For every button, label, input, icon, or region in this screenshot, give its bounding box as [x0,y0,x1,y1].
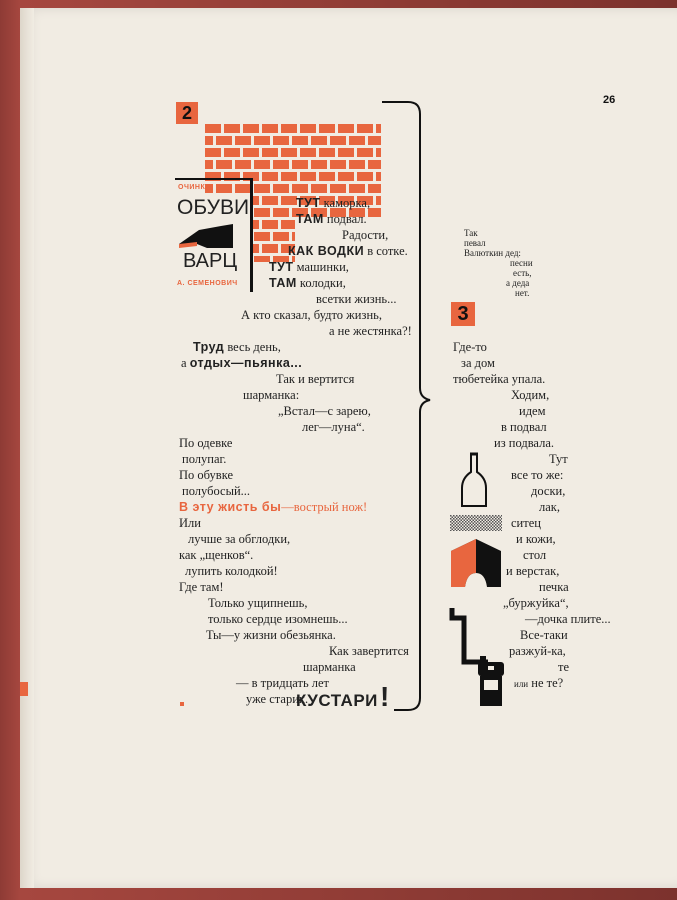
kustari-bang: ! [380,681,390,712]
page-gutter [20,8,34,888]
line-l11: уже старик. [246,692,309,706]
brick [281,148,297,157]
sharmanka-2: шарманка: [243,388,300,402]
sharmanka-1: Так и вертится [276,372,355,386]
otdykh-line [181,356,302,371]
sign-line-3: ВАРЦ [183,250,238,272]
sharmanka-4: лег—луна“. [302,420,365,434]
margin-mark [20,682,28,696]
odevka-3: По обувке [179,468,233,482]
brick [338,172,354,181]
brick [281,196,297,205]
note-4: песни [510,258,533,268]
brick [357,124,373,133]
sign-line-2: ОБУВИ [177,196,250,219]
poem-bold: ТАМ [269,276,297,290]
s3-line-8: Тут [549,452,568,466]
s3-last-text: не те? [531,676,564,690]
crosshatch-swatch-icon [450,515,502,531]
s3-line-7: из подвала. [494,436,554,450]
brick [338,124,354,133]
note-2: певал [464,238,486,248]
brick [281,172,297,181]
brick [235,160,251,169]
poem-bold: КАК ВОДКИ [288,244,365,258]
brick [262,148,278,157]
brick [357,148,373,157]
s3-line-2: за дом [461,356,495,370]
poem-text: машинки, [293,260,349,274]
brick [311,184,327,193]
brick [262,172,278,181]
page-number: 26 [603,94,616,106]
brick [262,196,278,205]
brick [300,172,316,181]
poem-line-3: Радости, [342,228,389,242]
poem-line-8: А кто сказал, будто жизнь, [241,308,382,322]
brick [281,124,297,133]
brick [330,136,346,145]
brick [338,148,354,157]
brick [254,208,270,217]
s3-line-20: разжуй-ка, [509,644,566,658]
red-text: —вострый нож! [281,500,368,514]
s3-line-4: Ходим, [511,388,550,402]
poem-bold: ТАМ [296,212,324,226]
section-3-number: 3 [451,302,475,326]
s3-line-15: и верстак, [506,564,560,578]
otdykh-prefix: а [181,356,190,370]
brick [349,184,365,193]
brick [273,160,289,169]
ili-line: Или [179,516,201,530]
brick [273,136,289,145]
line-l5: Только ущипнешь, [208,596,308,610]
curly-brace [380,98,450,713]
brick [319,148,335,157]
poem-line-1 [296,196,370,211]
red-line [179,500,367,515]
brick [205,148,221,157]
sign-line-4: А. СЕМЕНОВИЧ [177,280,238,287]
brick [235,136,251,145]
line-l3: лупить колодкой! [185,564,278,578]
poem-text: каморка, [320,196,371,210]
poem-line-2 [296,212,367,227]
trud-line [193,340,281,355]
s3-line-13: и кожи, [516,532,556,546]
brick [292,184,308,193]
brick [319,124,335,133]
odevka-1: По одевке [179,436,233,450]
poem-line-5 [269,260,349,275]
poem-bold: ТУТ [296,196,321,210]
bottle-icon [460,452,488,508]
brick [300,148,316,157]
brick [349,136,365,145]
poem-text: в сотке. [364,244,408,258]
s3-line-18: —дочка плите... [525,612,611,626]
brick [253,196,259,205]
s3-line-21: те [558,660,570,674]
brick [262,124,278,133]
red-bold: В эту жисть бы [179,500,282,514]
brick [224,124,240,133]
line-l1: лучше за обглодки, [188,532,291,546]
poem-bold: ТУТ [269,260,294,274]
brick [254,232,270,241]
s3-last-line [514,676,563,691]
s3-line-10: доски, [531,484,566,498]
s3-line-19: Все-таки [520,628,568,642]
brick [273,184,289,193]
brick [224,148,240,157]
brick [292,160,308,169]
line-l9: шарманка [303,660,356,674]
brick [330,160,346,169]
dot-mark [180,702,184,706]
sharmanka-3: „Встал—с зарею, [278,404,371,418]
brick [253,220,259,229]
brick [254,256,270,262]
s3-line-17: „буржуйка“, [503,596,569,610]
brick [243,148,259,157]
trud-bold: Труд [193,340,225,354]
leather-hide-icon [449,537,503,589]
brick [205,136,213,145]
shoe-repair-sign [175,178,253,292]
brick [292,136,308,145]
brick [254,136,270,145]
poem-line-9: а не жестянка?! [329,324,412,338]
line-l8: Как завертится [329,644,409,658]
brick [292,232,295,241]
odevka-2: полупаг. [182,452,227,466]
brick [205,124,221,133]
brick [216,160,232,169]
brick [273,208,289,217]
brick [262,220,278,229]
note-5: есть, [513,268,532,278]
note-7: нет. [515,288,530,298]
s3-line-12: ситец [511,516,541,530]
trud-text: весь день, [224,340,281,354]
brick [205,160,213,169]
line-l2: как „щенков“. [179,548,254,562]
kustari-heading: КУСТАРИ [296,691,378,710]
line-l6: только сердце изомнешь... [208,612,348,626]
brick [216,136,232,145]
sign-line-1: ОЧИНКА [178,184,211,191]
brick [254,184,270,193]
brick [254,160,270,169]
poem-line-6 [269,276,346,291]
brick [281,220,295,229]
otdykh-bold: отдых—пьянка... [189,356,303,370]
note-3: Валюткин дед: [464,248,521,258]
brick [311,136,327,145]
s3-line-11: лак, [539,500,560,514]
s3-line-14: стол [523,548,547,562]
brick [311,160,327,169]
odevka-4: полубосый... [182,484,251,498]
section-2-number: 2 [176,102,198,124]
s3-line-9: все то же: [511,468,564,482]
brick [273,232,289,241]
brick [357,172,373,181]
shoe-icon [177,222,235,250]
brick [253,244,259,253]
s3-line-5: идем [519,404,546,418]
stove-icon [448,604,506,708]
brick [300,124,316,133]
brick [319,172,335,181]
line-l4: Где там! [179,580,224,594]
poem-line-7: всетки жизнь... [316,292,397,306]
note-6: а деда [506,278,530,288]
line-l10: — в тридцать лет [236,676,330,690]
note-1: Так [464,228,478,238]
s3-line-3: тюбетейка упала. [453,372,546,386]
s3-line-1: Где-то [453,340,487,354]
brick [349,160,365,169]
poem-text: подвал. [323,212,367,226]
brick [330,184,346,193]
poem-text: колодки, [296,276,346,290]
s3-ili-small: или [514,679,529,689]
brick [243,124,259,133]
line-l7: Ты—у жизни обезьянка. [206,628,336,642]
brick [262,244,278,253]
s3-line-6: в подвал [501,420,547,434]
s3-line-16: печка [539,580,569,594]
